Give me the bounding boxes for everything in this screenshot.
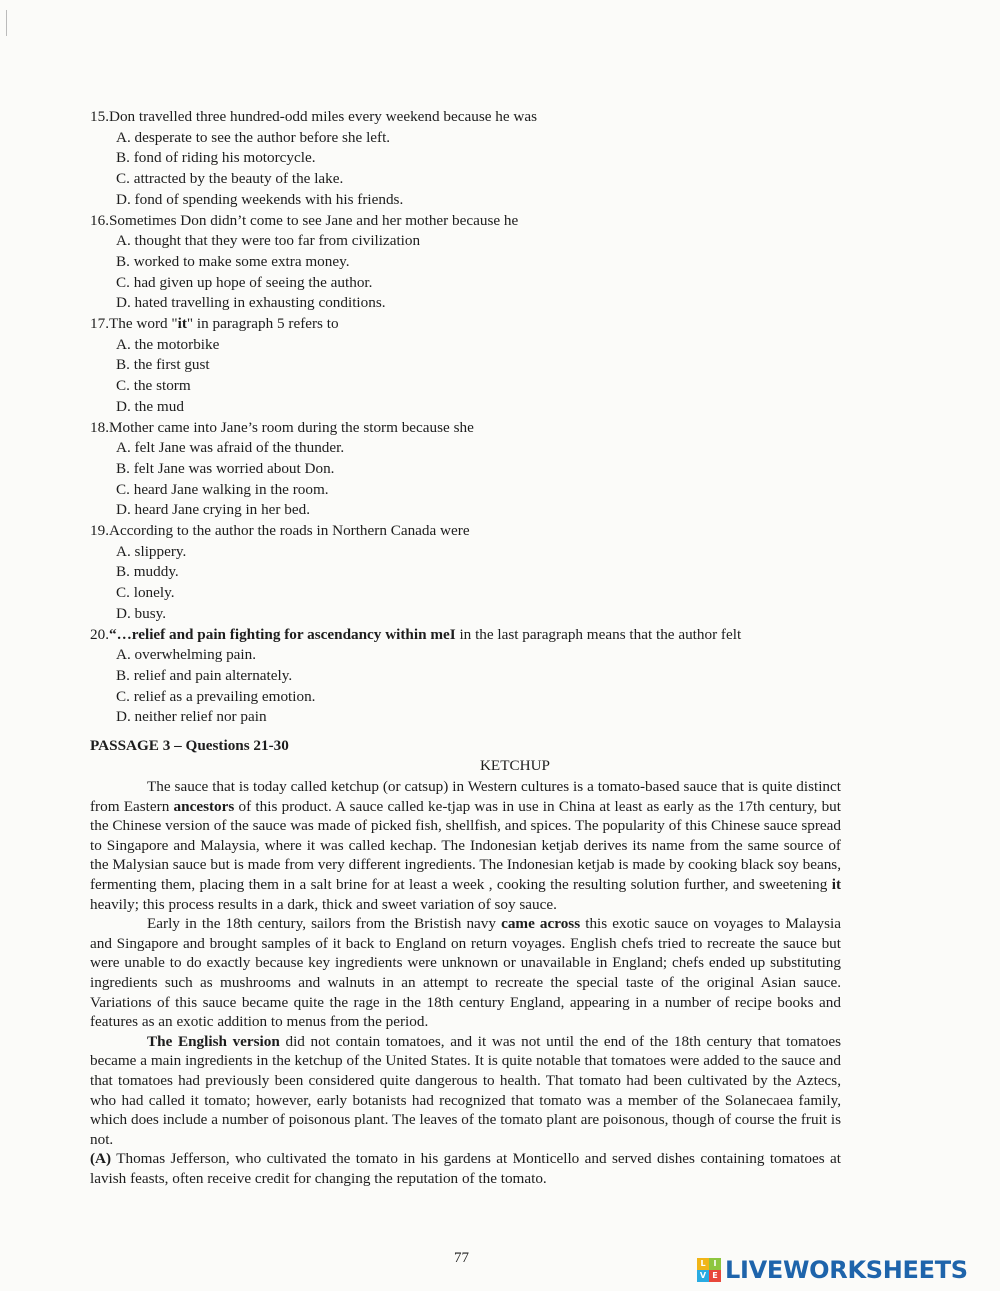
- option-16d: D. hated travelling in exhausting conditions.: [116, 294, 386, 312]
- question-16: 16.Sometimes Don didn’t come to see Jane and her mother because he: [90, 211, 519, 229]
- brand-name: LIVEWORKSHEETS: [725, 1256, 968, 1284]
- option-16a: A. thought that they were too far from civilization: [116, 232, 421, 250]
- option-19c: C. lonely.: [116, 584, 175, 602]
- question-18: 18.Mother came into Jane’s room during the storm because she: [90, 418, 474, 436]
- liveworksheets-logo[interactable]: [697, 1255, 968, 1285]
- paragraph-1: The sauce that is today called ketchup (or catsup) in Western cultures is a tomato-based sauce that is quite distinct from Eastern ancestors of this product. A sauce called ke-tjap was in use in China at least as early as the 17th century, but the Chinese version of the sauce was made of picked fish, shellfish, and spices. The popularity of this Chinese sauce spread to Singapore and Malaysia, where it was called kechap. The Indonesian ketjab derives its name from the same source of the Malysian sauce but is made from very different ingredients. The Indonesian ketjab is made by cooking black soy beans, fermenting them, placing them in a salt brine for at least a week , cooking the resulting solution further, and sweetening it heavily; this process results in a dark, thick and sweet variation of soy sauce.: [90, 778, 841, 913]
- option-18d: D. heard Jane crying in her bed.: [116, 501, 310, 519]
- option-16c: C. had given up hope of seeing the author.: [116, 273, 373, 291]
- option-15a: A. desperate to see the author before she left.: [116, 128, 391, 146]
- passage-heading: PASSAGE 3 – Questions 21-30: [90, 737, 289, 754]
- question-17: 17.The word "it" in paragraph 5 refers to: [90, 315, 339, 333]
- option-17c: C. the storm: [116, 377, 191, 395]
- question-15: 15.Don travelled three hundred-odd miles every weekend because he was: [90, 108, 538, 125]
- page-number: 77: [454, 1250, 469, 1266]
- liveworksheets-icon: L I V E: [697, 1258, 721, 1282]
- option-20d: D. neither relief nor pain: [116, 708, 267, 726]
- option-18c: C. heard Jane walking in the room.: [116, 480, 329, 498]
- paragraph-4: (A) Thomas Jefferson, who cultivated the tomato in his gardens at Monticello and served dishes containing tomatoes at lavish feasts, often receive credit for changing the reputation of the tomato.: [90, 1150, 841, 1187]
- question-20: 20.“…relief and pain fighting for ascendancy within meI in the last paragraph means that the author felt: [90, 625, 742, 643]
- option-19a: A. slippery.: [116, 542, 187, 560]
- option-16b: B. worked to make some extra money.: [116, 252, 350, 270]
- option-15b: B. fond of riding his motorcycle.: [116, 149, 316, 167]
- option-20c: C. relief as a prevailing emotion.: [116, 687, 316, 705]
- paragraph-2: Early in the 18th century, sailors from the Bristish navy came across this exotic sauce on voyages to Malaysia and Singapore and brought samples of it back to England on return voyages. English chefs tried to recreate the sauce but were unable to do exactly because key ingredients were unknown or unavailable in England; chefs ended up substituting ingredients such as mushrooms and walnuts in an attempt to recreate the special taste of the original Asian sauce. Variations of this sauce became quite the rage in the 18th century England, appearing in a number of recipe books and features as an exotic addition to menus from the period.: [90, 915, 842, 1031]
- passage-title: KETCHUP: [479, 757, 551, 774]
- option-19d: D. busy.: [116, 604, 167, 622]
- scan-mark: [6, 10, 7, 36]
- option-17b: B. the first gust: [116, 356, 210, 374]
- question-list: [90, 107, 950, 728]
- option-20a: A. overwhelming pain.: [116, 646, 257, 664]
- option-17a: A. the motorbike: [116, 335, 220, 353]
- option-18a: A. felt Jane was afraid of the thunder.: [116, 439, 345, 457]
- option-20b: B. relief and pain alternately.: [116, 666, 293, 684]
- question-19: 19.According to the author the roads in Northern Canada were: [90, 522, 470, 540]
- option-19b: B. muddy.: [116, 563, 179, 581]
- option-15d: D. fond of spending weekends with his friends.: [116, 190, 404, 208]
- paragraph-3: The English version did not contain tomatoes, and it was not until the end of the 18th century that tomatoes became a main ingredients in the ketchup of the United States. It is quite notable that tomatoes were added to the sauce and that tomatoes had previously been considered quite dangerous to health. That tomato had been cultivated by the Aztecs, who had called it tomato; however, early botanists had recognized that tomato was a member of the Solanecaea family, which does include a number of poisonous plant. The leaves of the tomato plant are poisonous, though of course the fruit is not.: [90, 1032, 841, 1148]
- option-15c: C. attracted by the beauty of the lake.: [116, 170, 344, 188]
- passage-body: [90, 777, 841, 1188]
- option-18b: B. felt Jane was worried about Don.: [116, 459, 335, 477]
- option-17d: D. the mud: [116, 397, 184, 415]
